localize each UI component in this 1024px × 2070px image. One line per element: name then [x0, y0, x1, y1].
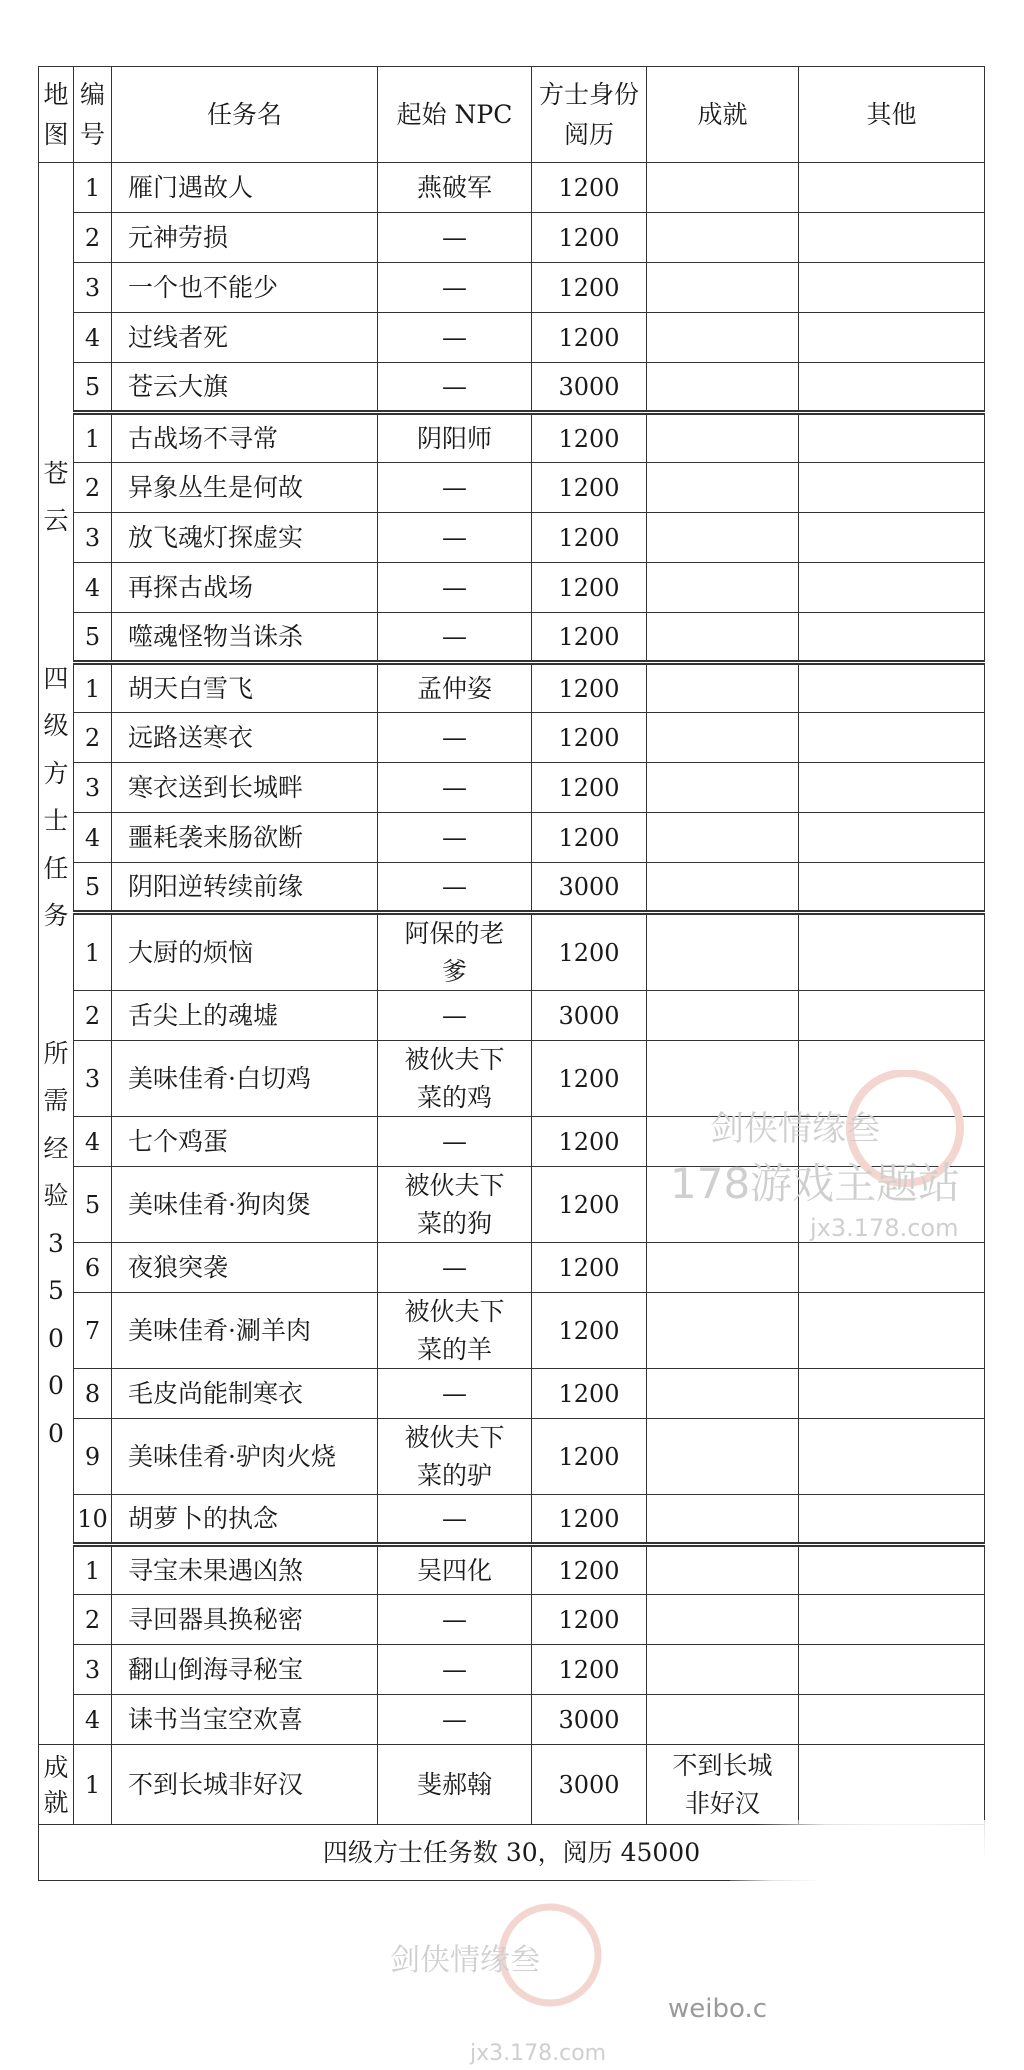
task-other: [799, 991, 985, 1041]
task-other: [799, 1117, 985, 1167]
task-npc: —: [378, 363, 532, 413]
watermark-logo-text: 剑侠情缘叁: [710, 1109, 880, 1149]
task-experience: 3000: [532, 1695, 647, 1745]
achievement-npc: 斐郝翰: [378, 1745, 532, 1825]
achievement-experience: 3000: [532, 1745, 647, 1825]
task-name: 雁门遇故人: [112, 163, 378, 213]
task-number: 5: [74, 1167, 112, 1243]
task-row: [39, 863, 985, 913]
header-row: [39, 67, 985, 163]
task-experience: 1200: [532, 563, 647, 613]
task-name: 寻回器具换秘密: [112, 1595, 378, 1645]
task-table: [38, 66, 985, 1881]
task-other: [799, 1645, 985, 1695]
task-achievement: [647, 563, 799, 613]
task-number: 2: [74, 1595, 112, 1645]
task-number: 5: [74, 613, 112, 663]
task-experience: 1200: [532, 1645, 647, 1695]
task-achievement: [647, 263, 799, 313]
task-number: 3: [74, 763, 112, 813]
task-npc: —: [378, 1369, 532, 1419]
task-number: 3: [74, 1041, 112, 1117]
task-achievement: [647, 463, 799, 513]
task-other: [799, 563, 985, 613]
map-cell-line3: 所需经验35000: [43, 1038, 69, 1448]
task-experience: 3000: [532, 863, 647, 913]
task-other: [799, 1293, 985, 1369]
header-name: 任务名: [112, 67, 378, 163]
task-achievement: [647, 163, 799, 213]
task-npc: 燕破军: [378, 163, 532, 213]
task-row: [39, 363, 985, 413]
task-name: 噩耗袭来肠欲断: [112, 813, 378, 863]
task-name: 过线者死: [112, 313, 378, 363]
weibo-watermark: weibo.c: [668, 1994, 767, 2024]
task-row: [39, 613, 985, 663]
task-experience: 3000: [532, 991, 647, 1041]
task-achievement: [647, 513, 799, 563]
task-row: [39, 1041, 985, 1117]
task-row: [39, 1595, 985, 1645]
task-achievement: [647, 1495, 799, 1545]
task-table-sheet: [38, 66, 985, 1881]
task-row: [39, 213, 985, 263]
task-name: 阴阳逆转续前缘: [112, 863, 378, 913]
summary-text: 四级方士任务数 30，阅历 45000: [39, 1825, 985, 1881]
task-number: 5: [74, 363, 112, 413]
task-name: 放飞魂灯探虚实: [112, 513, 378, 563]
task-other: [799, 713, 985, 763]
task-achievement: [647, 1595, 799, 1645]
task-row: [39, 563, 985, 613]
task-experience: 1200: [532, 1167, 647, 1243]
task-table-body: [39, 163, 985, 1881]
task-npc: —: [378, 463, 532, 513]
task-achievement: [647, 1695, 799, 1745]
header-map: 地图: [39, 67, 74, 163]
task-experience: 3000: [532, 363, 647, 413]
task-number: 4: [74, 1695, 112, 1745]
task-name: 异象丛生是何故: [112, 463, 378, 513]
task-experience: 1200: [532, 1243, 647, 1293]
task-row: [39, 513, 985, 563]
task-npc: —: [378, 613, 532, 663]
task-experience: 1200: [532, 1369, 647, 1419]
task-name: 舌尖上的魂墟: [112, 991, 378, 1041]
task-number: 1: [74, 913, 112, 991]
watermark-bottom-logo-text: 剑侠情缘叁: [390, 1943, 540, 1978]
task-other: [799, 1167, 985, 1243]
task-number: 2: [74, 991, 112, 1041]
task-number: 1: [74, 663, 112, 713]
task-other: [799, 1545, 985, 1595]
task-experience: 1200: [532, 813, 647, 863]
task-achievement: [647, 1545, 799, 1595]
task-row: [39, 663, 985, 713]
achievement-name: 不到长城非好汉: [647, 1745, 799, 1825]
task-name: 美味佳肴·驴肉火烧: [112, 1419, 378, 1495]
summary-row: [39, 1825, 985, 1881]
achievement-map-cell: 成就: [39, 1745, 74, 1825]
task-achievement: [647, 991, 799, 1041]
task-achievement: [647, 1293, 799, 1369]
task-achievement: [647, 1419, 799, 1495]
task-number: 8: [74, 1369, 112, 1419]
task-name: 寻宝未果遇凶煞: [112, 1545, 378, 1595]
task-npc: 被伙夫下菜的鸡: [378, 1041, 532, 1117]
task-achievement: [647, 363, 799, 413]
task-other: [799, 1369, 985, 1419]
task-achievement: [647, 1369, 799, 1419]
task-npc: 被伙夫下菜的狗: [378, 1167, 532, 1243]
task-experience: 1200: [532, 1545, 647, 1595]
task-name: 苍云大旗: [112, 363, 378, 413]
map-cell-line2: 四级方士任务: [43, 663, 69, 931]
task-other: [799, 813, 985, 863]
task-achievement: [647, 863, 799, 913]
task-experience: 1200: [532, 913, 647, 991]
task-name: 美味佳肴·白切鸡: [112, 1041, 378, 1117]
task-number: 5: [74, 863, 112, 913]
task-other: [799, 913, 985, 991]
task-number: 2: [74, 463, 112, 513]
task-other: [799, 863, 985, 913]
task-other: [799, 413, 985, 463]
task-row: [39, 813, 985, 863]
task-row: [39, 463, 985, 513]
task-other: [799, 1419, 985, 1495]
task-name: 七个鸡蛋: [112, 1117, 378, 1167]
task-npc: 孟仲姿: [378, 663, 532, 713]
achievement-task-name: 不到长城非好汉: [112, 1745, 378, 1825]
task-npc: —: [378, 263, 532, 313]
task-other: [799, 1243, 985, 1293]
task-npc: —: [378, 1495, 532, 1545]
task-name: 夜狼突袭: [112, 1243, 378, 1293]
task-number: 9: [74, 1419, 112, 1495]
task-achievement: [647, 813, 799, 863]
header-achievement: 成就: [647, 67, 799, 163]
task-npc: —: [378, 313, 532, 363]
task-npc: —: [378, 1595, 532, 1645]
task-npc: —: [378, 863, 532, 913]
task-number: 4: [74, 563, 112, 613]
task-other: [799, 1041, 985, 1117]
task-experience: 1200: [532, 1419, 647, 1495]
task-number: 2: [74, 713, 112, 763]
task-other: [799, 163, 985, 213]
task-npc: —: [378, 213, 532, 263]
task-achievement: [647, 663, 799, 713]
task-name: 寒衣送到长城畔: [112, 763, 378, 813]
task-other: [799, 1595, 985, 1645]
watermark-site-text: 178游戏主题站: [670, 1159, 961, 1208]
task-npc: —: [378, 1243, 532, 1293]
task-row: [39, 1645, 985, 1695]
task-row: [39, 163, 985, 213]
task-npc: —: [378, 763, 532, 813]
task-name: 胡萝卜的执念: [112, 1495, 378, 1545]
task-row: [39, 1117, 985, 1167]
task-number: 3: [74, 1645, 112, 1695]
achievement-number: 1: [74, 1745, 112, 1825]
watermark-bottom-logo: [380, 1900, 680, 2070]
task-npc: 阿保的老爹: [378, 913, 532, 991]
task-experience: 1200: [532, 663, 647, 713]
task-other: [799, 1495, 985, 1545]
task-experience: 1200: [532, 713, 647, 763]
task-npc: —: [378, 1645, 532, 1695]
map-cell-line1: 苍云: [43, 458, 69, 536]
task-name: 美味佳肴·狗肉煲: [112, 1167, 378, 1243]
task-other: [799, 613, 985, 663]
task-achievement: [647, 413, 799, 463]
header-num: 编号: [74, 67, 112, 163]
task-npc: —: [378, 513, 532, 563]
task-other: [799, 263, 985, 313]
task-achievement: [647, 1645, 799, 1695]
watermark-bottom-seal-icon: [502, 1907, 598, 2003]
task-other: [799, 763, 985, 813]
task-npc: 被伙夫下菜的驴: [378, 1419, 532, 1495]
task-row: [39, 1369, 985, 1419]
task-experience: 1200: [532, 1041, 647, 1117]
header-exp: 方士身份阅历: [532, 67, 647, 163]
task-npc: 被伙夫下菜的羊: [378, 1293, 532, 1369]
task-row: [39, 913, 985, 991]
task-other: [799, 363, 985, 413]
header-other: 其他: [799, 67, 985, 163]
task-row: [39, 991, 985, 1041]
task-row: [39, 1495, 985, 1545]
task-experience: 1200: [532, 1293, 647, 1369]
header-npc: 起始 NPC: [378, 67, 532, 163]
task-number: 4: [74, 813, 112, 863]
task-row: [39, 1419, 985, 1495]
task-other: [799, 663, 985, 713]
task-number: 6: [74, 1243, 112, 1293]
task-achievement: [647, 1167, 799, 1243]
task-row: [39, 1167, 985, 1243]
task-name: 大厨的烦恼: [112, 913, 378, 991]
task-row: [39, 1293, 985, 1369]
task-name: 一个也不能少: [112, 263, 378, 313]
task-npc: —: [378, 813, 532, 863]
task-row: [39, 1243, 985, 1293]
task-experience: 1200: [532, 1495, 647, 1545]
task-npc: 吴四化: [378, 1545, 532, 1595]
task-achievement: [647, 213, 799, 263]
task-name: 再探古战场: [112, 563, 378, 613]
task-npc: —: [378, 563, 532, 613]
task-experience: 1200: [532, 413, 647, 463]
task-other: [799, 213, 985, 263]
task-experience: 1200: [532, 313, 647, 363]
task-achievement: [647, 1041, 799, 1117]
task-number: 7: [74, 1293, 112, 1369]
task-npc: 阴阳师: [378, 413, 532, 463]
map-cell: [39, 163, 74, 1745]
task-npc: —: [378, 1117, 532, 1167]
task-number: 2: [74, 213, 112, 263]
task-achievement: [647, 313, 799, 363]
task-other: [799, 463, 985, 513]
task-number: 1: [74, 1545, 112, 1595]
task-npc: —: [378, 991, 532, 1041]
task-row: [39, 413, 985, 463]
task-achievement: [647, 1243, 799, 1293]
task-number: 3: [74, 513, 112, 563]
task-number: 10: [74, 1495, 112, 1545]
task-achievement: [647, 1117, 799, 1167]
task-achievement: [647, 913, 799, 991]
task-name: 元神劳损: [112, 213, 378, 263]
watermark-url-text: jx3.178.com: [810, 1214, 959, 1242]
task-experience: 1200: [532, 163, 647, 213]
task-name: 毛皮尚能制寒衣: [112, 1369, 378, 1419]
task-row: [39, 1545, 985, 1595]
task-npc: —: [378, 713, 532, 763]
task-row: [39, 313, 985, 363]
task-number: 4: [74, 1117, 112, 1167]
task-other: [799, 513, 985, 563]
task-row: [39, 713, 985, 763]
task-row: [39, 763, 985, 813]
task-achievement: [647, 713, 799, 763]
task-name: 诔书当宝空欢喜: [112, 1695, 378, 1745]
task-name: 远路送寒衣: [112, 713, 378, 763]
task-achievement: [647, 763, 799, 813]
task-name: 翻山倒海寻秘宝: [112, 1645, 378, 1695]
task-experience: 1200: [532, 513, 647, 563]
task-experience: 1200: [532, 613, 647, 663]
achievement-row: [39, 1745, 985, 1825]
task-experience: 1200: [532, 1117, 647, 1167]
task-experience: 1200: [532, 263, 647, 313]
watermark-bottom-url-text: jx3.178.com: [470, 2041, 607, 2066]
task-number: 3: [74, 263, 112, 313]
task-other: [799, 1695, 985, 1745]
task-number: 4: [74, 313, 112, 363]
task-name: 噬魂怪物当诛杀: [112, 613, 378, 663]
achievement-other: [799, 1745, 985, 1825]
task-name: 胡天白雪飞: [112, 663, 378, 713]
task-achievement: [647, 613, 799, 663]
task-name: 美味佳肴·涮羊肉: [112, 1293, 378, 1369]
task-name: 古战场不寻常: [112, 413, 378, 463]
task-number: 1: [74, 163, 112, 213]
task-experience: 1200: [532, 213, 647, 263]
task-row: [39, 1695, 985, 1745]
task-npc: —: [378, 1695, 532, 1745]
task-other: [799, 313, 985, 363]
task-number: 1: [74, 413, 112, 463]
task-experience: 1200: [532, 1595, 647, 1645]
task-row: [39, 263, 985, 313]
task-experience: 1200: [532, 463, 647, 513]
task-experience: 1200: [532, 763, 647, 813]
